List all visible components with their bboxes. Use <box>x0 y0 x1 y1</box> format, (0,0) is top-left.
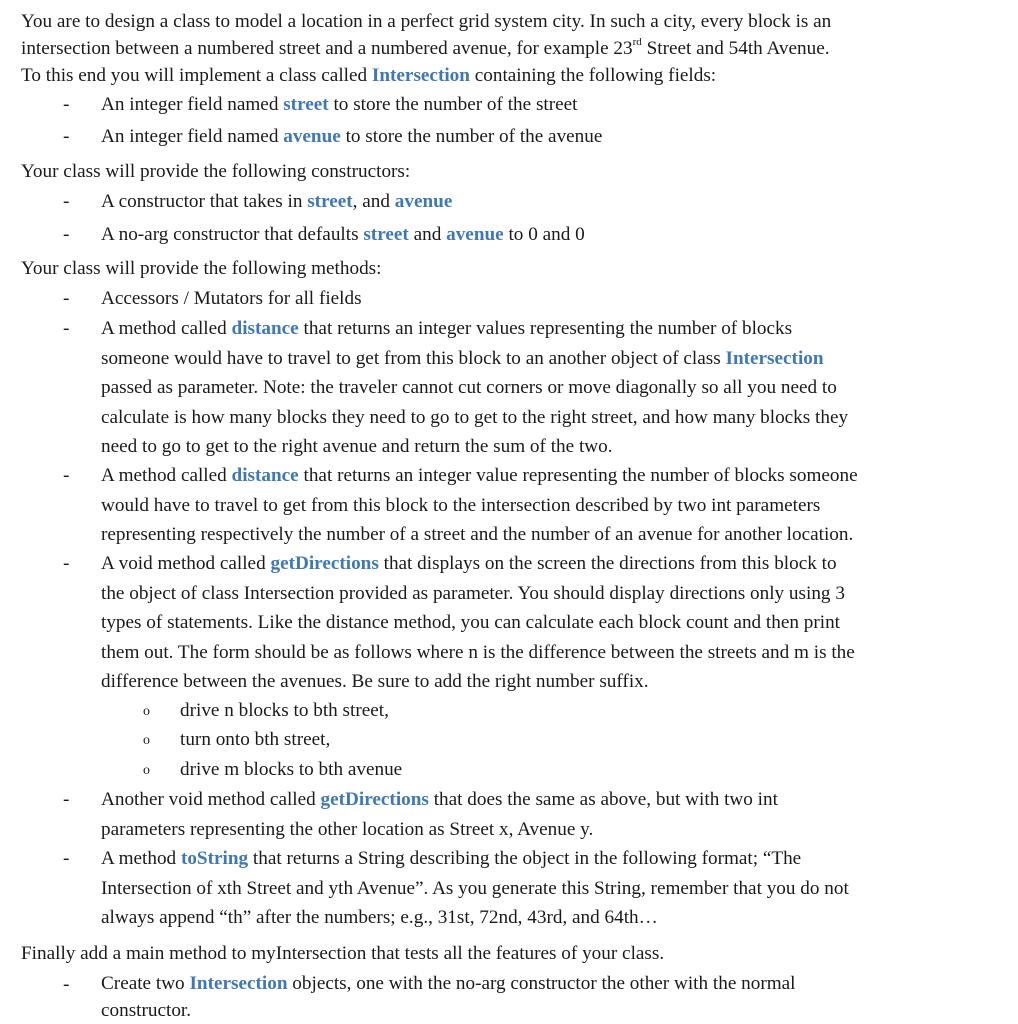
main-heading: Finally add a main method to myIntersection that tests all the features of your class. <box>21 943 665 964</box>
field-avenue-item <box>101 126 602 148</box>
item-text: and <box>408 224 447 245</box>
item-line: Intersection of xth Street and yth Avenue”. As you generate this String, remember that you do not <box>101 877 849 899</box>
item-line: need to go to get to the right avenue and return the sum of the two. <box>101 436 613 457</box>
item-line: always append “th” after the numbers; e.g., 31st, 72nd, 43rd, and 64th… <box>101 907 658 928</box>
keyword-street: street <box>363 224 409 245</box>
keyword-avenue: avenue <box>394 191 453 212</box>
intro-text: To this end you will implement a class called <box>21 65 372 86</box>
item-text: that returns an integer values representing the number of blocks <box>298 318 793 339</box>
sub-bullet-circle: o <box>143 763 150 778</box>
item-text: A method called <box>101 318 232 339</box>
item-text: that returns an integer value representing the number of blocks someone <box>298 465 858 486</box>
item-line <box>101 549 855 579</box>
keyword-avenue: avenue <box>283 126 341 147</box>
item-text: A method <box>101 848 181 869</box>
item-line: passed as parameter. Note: the traveler cannot cut corners or move diagonally so all you need to <box>101 377 837 398</box>
keyword-intersection: Intersection <box>371 65 470 86</box>
item-text: to store the number of the avenue <box>340 126 603 147</box>
item-line: representing respectively the number of a street and the number of an avenue for another location. <box>101 524 854 545</box>
intro-text: intersection between a numbered street and a numbered avenue, for example 23 <box>21 38 633 59</box>
keyword-getdirections: getDirections <box>270 553 379 574</box>
item-line <box>101 461 858 491</box>
keyword-street: street <box>283 94 329 115</box>
keyword-getdirections: getDirections <box>320 789 429 810</box>
keyword-distance: distance <box>231 318 299 339</box>
keyword-intersection: Intersection <box>725 347 824 369</box>
item-line <box>101 344 848 374</box>
keyword-avenue: avenue <box>446 224 504 245</box>
bullet-dash: - <box>63 191 70 212</box>
item-line <box>101 785 778 815</box>
item-text: A no-arg constructor that defaults <box>101 224 364 245</box>
intro-text: Street and 54th Avenue. <box>641 38 830 59</box>
item-line: difference between the avenues. Be sure to add the right number suffix. <box>101 671 649 692</box>
keyword-intersection: Intersection <box>189 973 288 994</box>
item-text: that displays on the screen the directions from this block to <box>378 553 837 574</box>
item-line <box>101 970 795 997</box>
item-text: Another void method called <box>101 789 321 810</box>
bullet-dash: - <box>63 126 70 147</box>
intro-text: You are to design a class to model a location in a perfect grid system city. In such a city, every block is an <box>21 11 832 32</box>
bullet-dash: - <box>63 318 70 339</box>
item-text: , and <box>352 191 395 212</box>
sub-bullet-circle: o <box>143 704 150 719</box>
method-getdirections-object-item <box>101 549 855 697</box>
item-text: objects, one with the no-arg constructor the other with the normal <box>287 973 796 994</box>
item-text: A void method called <box>101 553 271 574</box>
direction-statement-2: turn onto bth street, <box>180 729 331 750</box>
bullet-dash: - <box>63 848 70 869</box>
bullet-dash: - <box>63 553 70 574</box>
keyword-distance: distance <box>231 465 299 486</box>
item-line <box>101 844 849 874</box>
item-text: An integer field named <box>101 126 284 147</box>
item-text: that does the same as above, but with two int <box>428 789 778 810</box>
intro-line-2 <box>21 35 830 62</box>
item-line: types of statements. Like the distance method, you can calculate each block count and then print <box>101 612 840 633</box>
intro-line-1 <box>21 8 831 35</box>
sub-bullet-circle: o <box>143 733 150 748</box>
method-tostring-item <box>101 844 849 933</box>
direction-statement-1: drive n blocks to bth street, <box>180 700 389 721</box>
bullet-dash: - <box>63 465 70 486</box>
method-accessors-item: Accessors / Mutators for all fields <box>101 288 362 309</box>
field-street-item <box>101 94 578 116</box>
item-text: to store the number of the street <box>328 94 578 115</box>
bullet-dash: - <box>63 224 70 245</box>
item-line: the object of class Intersection provided as parameter. You should display directions only using 3 <box>101 582 845 604</box>
item-line: them out. The form should be as follows where n is the difference between the streets and m is the <box>101 641 855 663</box>
bullet-dash: - <box>63 288 70 309</box>
item-text: someone would have to travel to get from this block to an another object of class <box>101 347 726 369</box>
keyword-street: street <box>307 191 353 212</box>
direction-statement-3: drive m blocks to bth avenue <box>180 759 403 780</box>
item-line <box>101 314 848 344</box>
item-text: to 0 and 0 <box>503 224 585 245</box>
item-text: A constructor that takes in <box>101 191 308 212</box>
item-line: calculate is how many blocks they need to go to get to the right street, and how many blocks they <box>101 406 849 428</box>
method-distance-object-item <box>101 314 848 462</box>
intro-text: containing the following fields: <box>469 65 717 86</box>
method-distance-ints-item <box>101 461 858 550</box>
bullet-dash: - <box>63 974 70 995</box>
item-text: Create two <box>101 973 190 994</box>
method-getdirections-ints-item <box>101 785 778 844</box>
item-text: An integer field named <box>101 94 284 115</box>
bullet-dash: - <box>63 94 70 115</box>
intro-line-3 <box>21 62 716 89</box>
item-line: constructor. <box>101 1000 192 1021</box>
bullet-dash: - <box>63 789 70 810</box>
methods-heading: Your class will provide the following methods: <box>21 258 382 279</box>
constructor-item-2 <box>101 224 585 246</box>
main-item-1 <box>101 970 795 1024</box>
item-text: A method called <box>101 465 232 486</box>
keyword-tostring: toString <box>180 848 249 869</box>
item-line: would have to travel to get from this block to the intersection described by two int parameters <box>101 494 821 516</box>
constructors-heading: Your class will provide the following constructors: <box>21 161 411 182</box>
item-text: that returns a String describing the object in the following format; “The <box>248 848 802 869</box>
item-line: parameters representing the other location as Street x, Avenue y. <box>101 818 594 840</box>
ordinal-superscript: rd <box>632 35 642 48</box>
constructor-item-1 <box>101 191 452 213</box>
